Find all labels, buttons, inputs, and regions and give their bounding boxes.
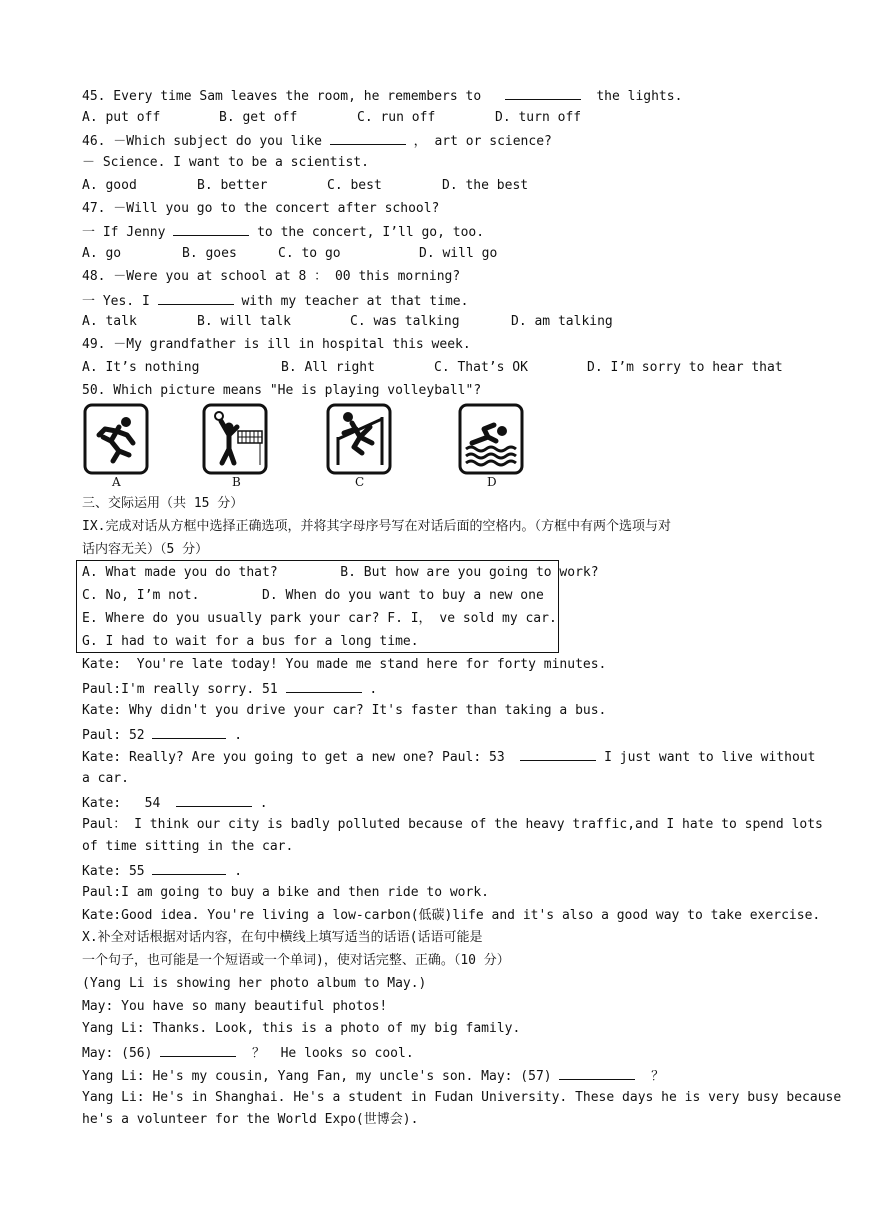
q50-stem: 50. Which picture means "He is playing volleyball"? [82, 383, 482, 398]
picture-label-d: D [487, 475, 497, 489]
answer-blank-54[interactable] [176, 793, 252, 807]
dialog-line: Kate: You're late today! You made me stand here for forty minutes. [82, 657, 607, 672]
options-box-line-4: G. I had to wait for a bus for a long time. [82, 634, 419, 649]
swimming-pictogram-icon [458, 403, 524, 475]
running-pictogram-icon [83, 403, 149, 475]
q49-option-b[interactable]: B. All right [281, 360, 375, 375]
picture-a[interactable] [83, 403, 149, 475]
q45-option-c[interactable]: C. run off [357, 110, 436, 125]
q49-stem: 49. －My grandfather is ill in hospital this week. [82, 337, 471, 352]
dialog-line-57: Yang Li: He's my cousin, Yang Fan, my uncle's son. May: (57) ？ [82, 1066, 664, 1086]
picture-label-c: C [355, 475, 365, 489]
q47-answer: 一 If Jenny to the concert, I’ll go, too. [82, 222, 484, 242]
dialog-line-52: Paul: 52 . [82, 725, 242, 745]
answer-blank-46[interactable] [330, 131, 406, 145]
answer-blank-53[interactable] [520, 747, 596, 761]
answer-blank-52[interactable] [152, 725, 226, 739]
high-jump-pictogram-icon [326, 403, 392, 475]
dialog-line: Paul:I am going to buy a bike and then ride to work. [82, 885, 489, 900]
dialog-line-54: Kate: 54 . [82, 793, 268, 813]
q48-answer: 一 Yes. I with my teacher at that time. [82, 291, 468, 311]
q49-option-d[interactable]: D. I’m sorry to hear that [587, 360, 783, 375]
options-box-line-3: E. Where do you usually park your car? F. I， ve sold my car. [82, 611, 557, 626]
x-instructions-line1: X.补全对话根据对话内容，在句中横线上填写适当的话语(话语可能是 [82, 930, 483, 945]
answer-blank-57[interactable] [559, 1066, 635, 1080]
q49-option-c[interactable]: C. That’s OK [434, 360, 528, 375]
dialog-line: Kate: Why didn't you drive your car? It's faster than taking a bus. [82, 703, 607, 718]
q48-stem: 48. －Were you at school at 8 ： 00 this morning? [82, 269, 461, 284]
answer-blank-45[interactable] [505, 86, 581, 100]
q45-stem: 45. Every time Sam leaves the room, he remembers to the lights. [82, 86, 682, 106]
q45-option-a[interactable]: A. put off [82, 110, 161, 125]
picture-label-a: A [112, 475, 121, 489]
answer-blank-51[interactable] [286, 679, 362, 693]
dialog-line: Yang Li: Thanks. Look, this is a photo of my big family. [82, 1021, 521, 1036]
q45-option-b[interactable]: B. get off [219, 110, 298, 125]
answer-blank-48[interactable] [158, 291, 234, 305]
dialog-line: a car. [82, 771, 129, 786]
q46-answer: － Science. I want to be a scientist. [82, 155, 369, 170]
dialog-line: Kate:Good idea. You're living a low-carbon(低碳)life and it's also a good way to take exercise. [82, 908, 821, 923]
q47-option-d[interactable]: D. will go [419, 246, 498, 261]
q46-option-c[interactable]: C. best [327, 178, 382, 193]
q48-option-d[interactable]: D. am talking [511, 314, 613, 329]
q46-option-b[interactable]: B. better [197, 178, 268, 193]
dialog-line: (Yang Li is showing her photo album to May.) [82, 976, 427, 991]
options-box-line-1: A. What made you do that? B. But how are you going to work? [82, 565, 599, 580]
dialog-line: of time sitting in the car. [82, 839, 294, 854]
picture-d[interactable] [458, 403, 524, 475]
dialog-line: Paul： I think our city is badly polluted because of the heavy traffic,and I hate to spend lots [82, 817, 823, 832]
picture-c[interactable] [326, 403, 392, 475]
answer-blank-47[interactable] [173, 222, 249, 236]
q46-option-a[interactable]: A. good [82, 178, 137, 193]
x-instructions-line2: 一个句子，也可能是一个短语或一个单词)，使对话完整、正确。（10 分） [82, 953, 510, 968]
q48-option-a[interactable]: A. talk [82, 314, 137, 329]
dialog-line: Yang Li: He's in Shanghai. He's a student in Fudan University. These days he is very busy because [82, 1090, 842, 1105]
picture-b[interactable] [202, 403, 268, 475]
picture-label-b: B [232, 475, 241, 489]
dialog-line-55: Kate: 55 . [82, 861, 242, 881]
answer-blank-56[interactable] [160, 1043, 236, 1057]
ix-instructions-line2: 话内容无关）（5 分） [82, 542, 209, 557]
options-box-line-2: C. No, I’m not. D. When do you want to buy a new one [82, 588, 544, 603]
q49-option-a[interactable]: A. It’s nothing [82, 360, 200, 375]
q47-stem: 47. －Will you go to the concert after school? [82, 201, 440, 216]
dialog-line-51: Paul:I'm really sorry. 51 . [82, 679, 377, 699]
q48-option-b[interactable]: B. will talk [197, 314, 291, 329]
ix-instructions-line1: IX.完成对话从方框中选择正确选项，并将其字母序号写在对话后面的空格内。（方框中有两个选项与对 [82, 519, 671, 534]
q46-stem: 46. －Which subject do you like ， art or science? [82, 131, 552, 151]
dialog-line: he's a volunteer for the World Expo(世博会). [82, 1112, 419, 1127]
dialog-line: May: You have so many beautiful photos! [82, 999, 388, 1014]
q48-option-c[interactable]: C. was talking [350, 314, 460, 329]
section-heading: 三、交际运用（共 15 分） [82, 496, 244, 511]
q45-option-d[interactable]: D. turn off [495, 110, 582, 125]
answer-blank-55[interactable] [152, 861, 226, 875]
dialog-line-56: May: (56) ？ He looks so cool. [82, 1043, 414, 1063]
volleyball-pictogram-icon [202, 403, 268, 475]
dialog-line-53: Kate: Really? Are you going to get a new one? Paul: 53 I just want to live without [82, 747, 815, 767]
q46-option-d[interactable]: D. the best [442, 178, 529, 193]
q47-option-b[interactable]: B. goes [182, 246, 237, 261]
q47-option-c[interactable]: C. to go [278, 246, 341, 261]
q47-option-a[interactable]: A. go [82, 246, 122, 261]
